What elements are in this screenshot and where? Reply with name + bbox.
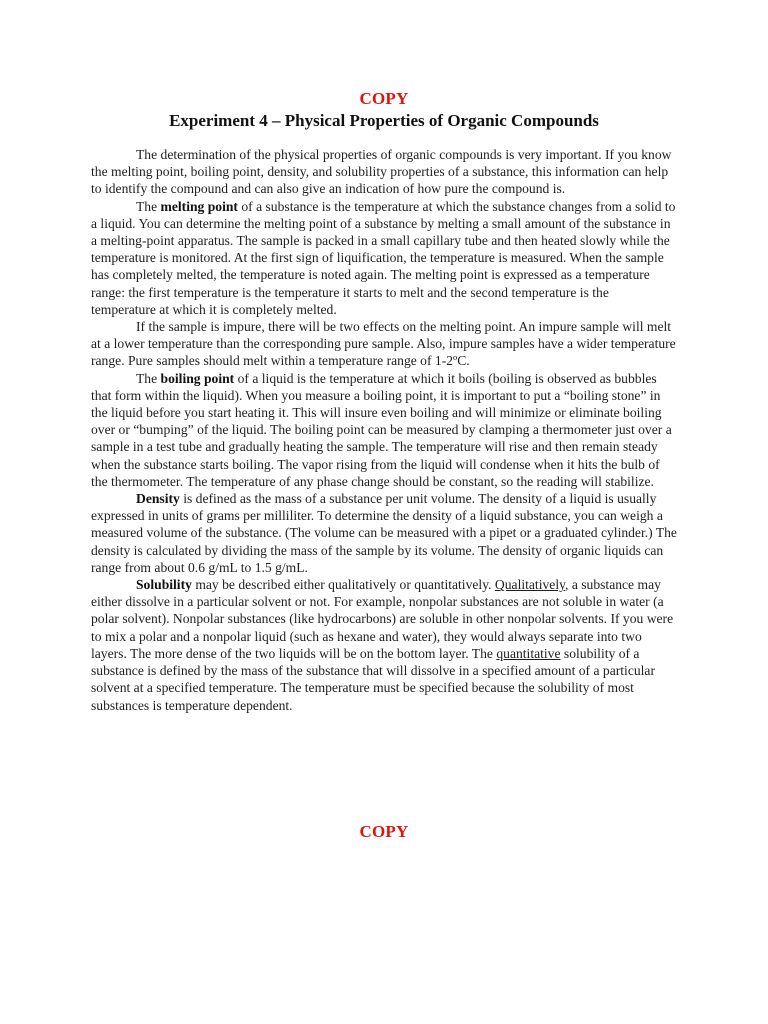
paragraph-solubility-text-3: solubility of a substance is defined by the mass of the substance that will dissolve in a specified amount of a particular solvent at a specified temperature. The temperature must be specified because the solubility of most substances is temperature dependent. [91,645,655,713]
term-melting-point: melting point [160,198,238,214]
term-qualitatively: Qualitatively [494,577,566,593]
paragraph-density-text: is defined as the mass of a substance per unit volume. The density of a liquid is usually expressed in units of grams per milliliter. To determine the density of a liquid substance, you can weigh a measured volume of the substance. (The volume can be measured with a pipet or a graduated cylinder.) The density is calculated by dividing the mass of the sample by its volume. The density of organic liquids can range from about 0.6 g/mL to 1.5 g/mL. [91,491,677,575]
copy-watermark-top: COPY [359,89,409,108]
paragraph-boiling-point [91,370,677,490]
paragraph-boiling-text: of a liquid is the temperature at which it boils (boiling is observed as bubbles that form within the liquid). When you measure a boiling point, it is important to put a “boiling stone” in the liquid before you start heating it. This will insure even boiling and will minimize or eliminate boiling over or “bumping” of the liquid. The boiling point can be measured by clamping a thermometer just over a sample in a test tube and gradually heating the sample. The temperature will rise and then remain steady when the substance starts boiling. The vapor rising from the liquid will condense when it hits the bulb of the thermometer. The temperature of any phase change should be constant, so the reading will stabilize. [91,370,672,489]
paragraph-solubility [91,576,677,714]
paragraph-boiling-pre: The [136,370,161,386]
paragraph-melting-pre: The [136,198,161,214]
term-density: Density [136,491,180,507]
term-boiling-point: boiling point [160,370,235,386]
paragraph-solubility-text-2: , a substance may either dissolve in a particular solvent or not. For example, nonpolar substances are not soluble in water (a polar solvent). Nonpolar substances (like hydrocarbons) are soluble in other nonpolar solvents. If you were to mix a polar and a nonpolar liquid (such as hexane and water), they would always separate into two layers. The more dense of the two liquids will be on the bottom layer. The [91,577,674,661]
paragraph-density [91,490,677,576]
document-title: Experiment 4 – Physical Properties of Organic Compounds [169,111,599,130]
term-solubility: Solubility [136,577,192,593]
term-quantitative: quantitative [496,645,561,661]
copy-watermark-bottom: COPY [359,822,409,841]
paragraph-solubility-text-1: may be described either qualitatively or quantitatively. [191,577,495,593]
paragraph-melting-text: of a substance is the temperature at which the substance changes from a solid to a liquid. You can determine the melting point of a substance by melting a small amount of the substance in a melting-point apparatus. The sample is packed in a small capillary tube and then heated slowly while the temperature is monitored. At the first sign of liquification, the temperature is measured. When the sample has completely melted, the temperature is noted again. The melting point is expressed as a temperature range: the first temperature is the temperature it starts to melt and the second temperature is the temperature at which it is completely melted. [91,198,676,317]
document-body [91,146,677,714]
paragraph-impure: If the sample is impure, there will be two effects on the melting point. An impure sample will melt at a lower temperature than the corresponding pure sample. Also, impure samples have a wider temperature range. Pure samples should melt within a temperature range of 1-2ºC. [91,319,676,369]
paragraph-melting-point [91,198,677,318]
paragraph-intro: The determination of the physical properties of organic compounds is very important. If you know the melting point, boiling point, density, and solubility properties of a substance, this information can help to identify the compound and can also give an indication of how pure the compound is. [91,147,672,197]
